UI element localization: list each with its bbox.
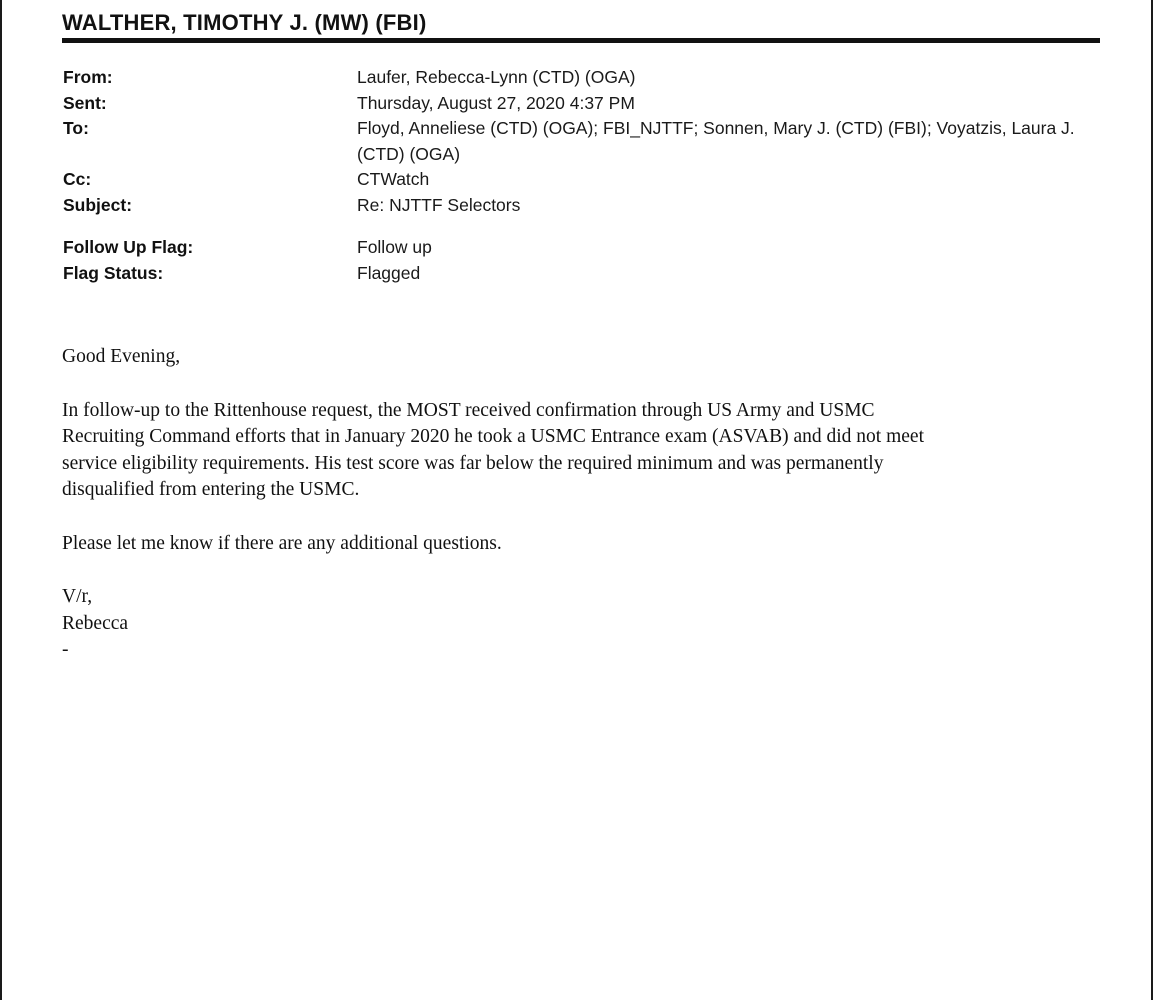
subject-label: Subject: bbox=[63, 194, 133, 215]
subject-value: Re: NJTTF Selectors bbox=[357, 194, 521, 215]
flag-status-value: Flagged bbox=[357, 262, 421, 283]
from-value: Laufer, Rebecca-Lynn (CTD) (OGA) bbox=[357, 67, 636, 87]
paragraph-line: disqualified from entering the USMC. bbox=[62, 479, 360, 500]
header-gap bbox=[63, 218, 1103, 235]
follow-up-flag-value: Follow up bbox=[357, 237, 432, 257]
signoff: V/r, bbox=[62, 586, 93, 607]
message-body bbox=[62, 344, 1102, 663]
page-left-edge bbox=[0, 0, 2, 1000]
email-headers bbox=[63, 65, 1103, 286]
page-right-edge bbox=[1151, 0, 1153, 1000]
paragraph-gap bbox=[62, 557, 1102, 584]
paragraph-line: service eligibility requirements. His test score was far below the required minimum and was permanently bbox=[62, 452, 884, 474]
closing-question: Please let me know if there are any additional questions. bbox=[62, 532, 502, 554]
from-label: From: bbox=[63, 67, 113, 87]
paragraph-line: Recruiting Command efforts that in January 2020 he took a USMC Entrance exam (ASVAB) and did not meet bbox=[62, 426, 924, 447]
sent-label: Sent: bbox=[63, 92, 107, 113]
signature-dash: - bbox=[62, 639, 69, 660]
sent-value: Thursday, August 27, 2020 4:37 PM bbox=[357, 92, 635, 113]
signature-name: Rebecca bbox=[62, 612, 129, 634]
from-row bbox=[63, 65, 1103, 91]
flag-status-row bbox=[63, 261, 1103, 287]
greeting: Good Evening, bbox=[62, 346, 181, 367]
to-value-line-2: (CTD) (OGA) bbox=[357, 143, 461, 164]
follow-up-flag-label: Follow Up Flag: bbox=[63, 237, 194, 257]
paragraph-gap bbox=[62, 504, 1102, 531]
subject-row bbox=[63, 193, 1103, 219]
cc-label: Cc: bbox=[63, 169, 92, 189]
cc-value: CTWatch bbox=[357, 169, 430, 189]
to-value-line-1: Floyd, Anneliese (CTD) (OGA); FBI_NJTTF; Sonnen, Mary J. (CTD) (FBI); Voyatzis, Laura J. bbox=[357, 118, 1075, 138]
document-owner-name: WALTHER, TIMOTHY J. (MW) (FBI) bbox=[62, 10, 427, 35]
sent-row bbox=[63, 91, 1103, 117]
flag-status-label: Flag Status: bbox=[63, 262, 164, 283]
paragraph-gap bbox=[62, 371, 1102, 398]
cc-row bbox=[63, 167, 1103, 193]
to-label: To: bbox=[63, 118, 89, 138]
to-row bbox=[63, 116, 1103, 167]
paragraph-line: In follow-up to the Rittenhouse request, the MOST received confirmation through US Army and USMC bbox=[62, 399, 875, 421]
main-paragraph bbox=[62, 398, 1102, 504]
follow-up-flag-row bbox=[63, 235, 1103, 261]
document-header bbox=[62, 8, 1100, 43]
header-rule bbox=[62, 38, 1100, 43]
to-value bbox=[357, 116, 1103, 167]
